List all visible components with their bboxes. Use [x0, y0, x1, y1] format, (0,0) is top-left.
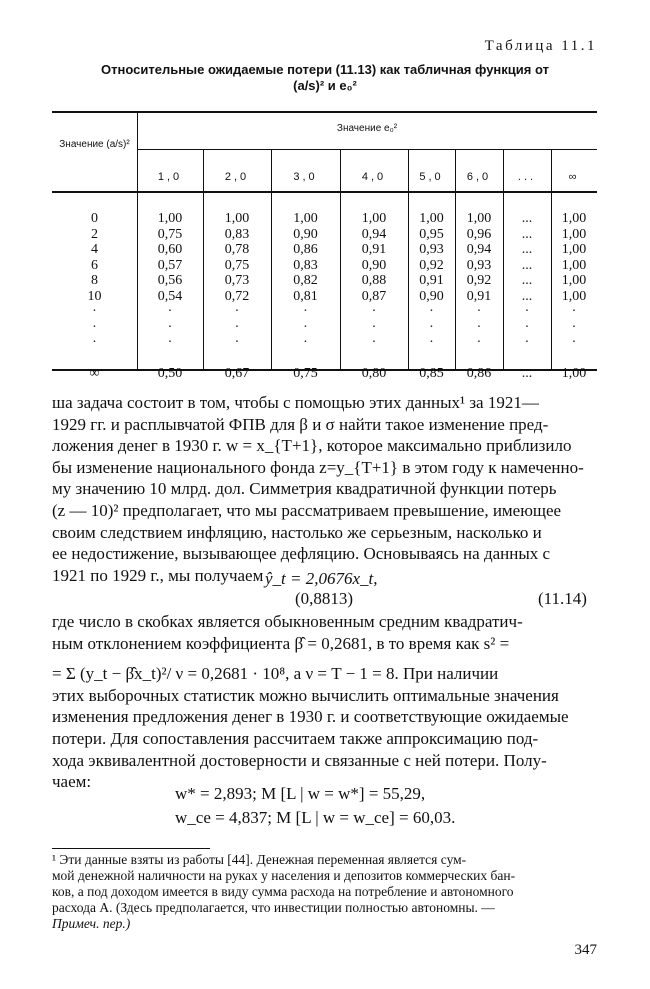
text-line: ложения денег в 1930 г. w = x_{T+1}, которое максимально приблизило	[52, 436, 572, 456]
table-cell: 1,00	[561, 226, 587, 242]
table-cell: 1,00	[293, 211, 318, 226]
table-cell: ·	[92, 319, 97, 335]
footnote-line: Примеч. пер.)	[52, 916, 131, 931]
text-line: изменения предложения денег в 1930 г. и соответствующие ожидаемые	[52, 707, 569, 727]
table-cell: 0,91	[419, 273, 444, 288]
text-line: ным отклонением коэффициента β̂ = 0,2681, в то время как s² =	[52, 633, 510, 653]
col-header: 2,0	[224, 171, 250, 183]
table-cell: ·	[167, 335, 173, 350]
table-cell: ...	[521, 257, 533, 273]
table-cell: ·	[524, 319, 530, 335]
table-cell: 0,75	[293, 365, 318, 381]
table-cell: 0,50	[157, 365, 183, 381]
table-cell: ∞	[89, 365, 100, 381]
col-header: 1,0	[157, 171, 183, 183]
table-cell: 0,91	[466, 288, 492, 304]
table-title-line2: (a/s)² и e₀²	[293, 78, 357, 93]
table-cell: ...	[521, 273, 533, 288]
table-cell: 0,67	[224, 365, 250, 381]
table-cell: 1,00	[224, 211, 250, 226]
table-cell: 0,75	[157, 226, 183, 242]
table-cell: 0,90	[361, 257, 387, 273]
table-cell: 2	[91, 226, 98, 242]
table-cell: ·	[371, 319, 377, 335]
equation-standard-error: (0,8813)	[295, 589, 354, 608]
table-cell: 0,56	[157, 273, 183, 288]
col-header: 5,0	[419, 171, 444, 183]
data-column	[271, 211, 340, 381]
col-header: ...	[517, 171, 537, 183]
text-line: где число в скобках является обыкновенным средним квадратич-	[52, 612, 523, 631]
text-line: му значению 10 млрд. дол. Симметрия квадратичной функции потерь	[52, 479, 557, 499]
table-cell: 0,87	[361, 288, 387, 304]
table-cell: 0,91	[361, 242, 387, 257]
data-column	[503, 211, 551, 381]
table-cell: ·	[92, 335, 97, 350]
table-cell: ...	[521, 226, 533, 242]
equation-11-14: ŷ_t = 2,0676x_t,	[265, 569, 378, 588]
table-cell: 1,00	[361, 211, 387, 226]
table-cell: 0,57	[157, 257, 183, 273]
table-cell: 0,75	[224, 257, 250, 273]
table-cell: 1,00	[561, 273, 587, 288]
table-cell: ·	[303, 335, 308, 350]
table-cell: 0,83	[293, 257, 318, 273]
data-column	[340, 211, 408, 381]
table-cell: 0,86	[293, 242, 318, 257]
table-cell: ·	[303, 319, 308, 335]
footnote-line: расхода A. (Здесь предполагается, что инвестиции полностью автономны. —	[52, 900, 495, 915]
table-cell: 0	[91, 211, 98, 226]
table-cell: 10	[87, 288, 102, 304]
col-header: 3,0	[293, 171, 318, 183]
table-cell: ...	[521, 288, 533, 304]
row-values-column	[52, 211, 137, 381]
page-number: 347	[574, 942, 597, 958]
table-cell: 1,00	[561, 365, 587, 381]
table-cell: ·	[476, 319, 482, 335]
data-column	[137, 211, 203, 381]
table-cell: 4	[91, 242, 98, 257]
table-cell: ·	[167, 304, 173, 319]
table-cell: ...	[521, 242, 533, 257]
text-line: ша задача состоит в том, чтобы с помощью этих данных¹ за 1921—	[52, 393, 539, 412]
table-cell: ·	[234, 304, 240, 319]
data-column	[455, 211, 503, 381]
table-cell: ·	[303, 304, 308, 319]
table-cell: ·	[429, 304, 434, 319]
table-cell: 0,92	[466, 273, 492, 288]
table-cell: ·	[234, 319, 240, 335]
table-cell: 0,60	[157, 242, 183, 257]
text-line: = Σ (y_t − β̂x_t)²/ ν = 0,2681 · 10⁸, а ν = T − 1 = 8. При наличии	[52, 664, 499, 684]
table-cell: ·	[429, 319, 434, 335]
table-cell: 0,94	[466, 242, 492, 257]
table-cell: 0,95	[419, 226, 444, 242]
table-cell: 0,92	[419, 257, 444, 273]
text-line: чаем:	[52, 772, 92, 792]
table-cell: 0,93	[419, 242, 444, 257]
table-cell: ·	[234, 335, 240, 350]
table-cell: 1,00	[157, 211, 183, 226]
table-cell: 0,82	[293, 273, 318, 288]
table-cell: 1,00	[561, 288, 587, 304]
table-cell: ·	[524, 335, 530, 350]
table-cell: 0,54	[157, 288, 183, 304]
text-line: (z — 10)² предполагает, что мы рассматриваем превышение, имеющее	[52, 500, 562, 520]
table-cell: ·	[524, 304, 530, 319]
equation-result-1: w* = 2,893; M [L | w = w*] = 55,29,	[175, 784, 426, 803]
table-cell: 6	[91, 257, 98, 273]
row-header: Значение (a/s)²	[59, 139, 130, 150]
table-cell: 0,86	[466, 365, 492, 381]
table-cell: ·	[371, 335, 377, 350]
data-column	[408, 211, 455, 381]
table-cell: 0,94	[361, 226, 387, 242]
equation-number: (11.14)	[538, 589, 587, 608]
data-column	[551, 211, 597, 381]
table-cell: 1,00	[561, 211, 587, 226]
table-cell: 8	[91, 273, 98, 288]
table-cell: ·	[167, 319, 173, 335]
text-line: этих выборочных статистик можно вычислить оптимальные значения	[52, 685, 559, 705]
table-cell: 1,00	[561, 242, 587, 257]
table-cell: ·	[571, 335, 577, 350]
table-cell: ·	[429, 335, 434, 350]
body-text	[52, 392, 597, 586]
table-cell: ·	[476, 335, 482, 350]
data-column	[203, 211, 271, 381]
footnote	[52, 852, 597, 932]
text-line: хода эквивалентной достоверности и связанные с ней потери. Полу-	[52, 750, 547, 770]
col-header: ∞	[568, 171, 580, 183]
footnote-line: ¹ Эти данные взяты из работы [44]. Денежная переменная является сум-	[52, 852, 467, 867]
body-text-2	[52, 611, 597, 793]
footnote-rule	[52, 848, 210, 849]
footnote-line: ков, а под доходом имеется в виду сумма расхода на потребление и автономного	[52, 884, 514, 899]
table-cell: 0,80	[361, 365, 387, 381]
table-cell: 0,81	[293, 288, 318, 304]
equation-result-2: w_ce = 4,837; M [L | w = w_ce] = 60,03.	[175, 808, 456, 827]
table-cell: 0,72	[224, 288, 250, 304]
table-title: Относительные ожидаемые потери (11.13) как табличная функция от	[101, 62, 549, 77]
text-line: ее недостижение, вызывающее дефляцию. Основываясь на данных с	[52, 544, 551, 564]
table-cell: ·	[371, 304, 377, 319]
table-cell: ·	[476, 304, 482, 319]
text-line: 1929 гг. и расплывчатой ФПВ для β и σ найти такое изменение пред-	[52, 414, 549, 434]
table-cell: 1,00	[419, 211, 444, 226]
table-cell: 0,78	[224, 242, 250, 257]
table-cell: ·	[571, 304, 577, 319]
table-cell: 0,93	[466, 257, 492, 273]
data-table	[52, 111, 597, 381]
table-cell: ...	[521, 211, 533, 226]
text-line: бы изменение национального фонда z=y_{T+1} в этом году к намеченно-	[52, 457, 584, 477]
text-line: 1921 по 1929 г., мы получаем	[52, 565, 264, 585]
col-header: 4,0	[361, 171, 387, 183]
table-cell: 1,00	[561, 257, 587, 273]
table-cell: 0,85	[419, 365, 444, 381]
table-cell: 0,90	[293, 226, 318, 242]
table-cell: ·	[571, 319, 577, 335]
table-cell: 0,73	[224, 273, 250, 288]
table-cell: 1,00	[466, 211, 492, 226]
table-cell: 0,90	[419, 288, 444, 304]
table-cell: 0,88	[361, 273, 387, 288]
footnote-line: мой денежной наличности на руках у населения и депозитов коммерческих бан-	[52, 868, 516, 883]
col-header: 6,0	[466, 171, 492, 183]
table-cell: 0,96	[466, 226, 492, 242]
table-cell: ·	[92, 304, 97, 319]
group-header: Значение e₀²	[336, 123, 398, 134]
table-number: Таблица 11.1	[484, 38, 597, 54]
table-cell: ...	[521, 365, 533, 381]
text-line: потери. Для сопоставления рассчитаем также аппроксимацию под-	[52, 728, 539, 748]
text-line: своим следствием инфляцию, настолько же серьезным, насколько и	[52, 522, 542, 542]
table-cell: 0,83	[224, 226, 250, 242]
